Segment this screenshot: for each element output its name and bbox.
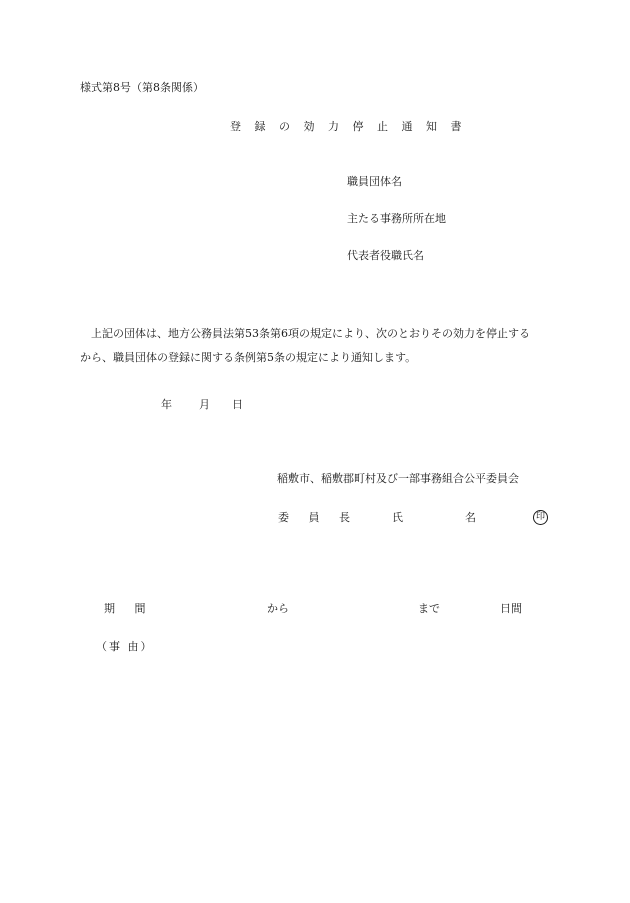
name-label-mei: 名 [465,511,476,524]
seal-mark: 印 [533,510,548,525]
body-line-1: 上記の団体は、地方公務員法第53条第6項の規定により、次のとおりその効力を停止する [91,327,530,340]
date-day-label: 日 [232,398,243,411]
period-label: 期 間 [104,602,154,615]
document-title: 登 録 の 効 力 停 止 通 知 書 [230,120,467,133]
committee-name: 稲敷市、稲敷郡町村及び一部事務組合公平委員会 [277,472,519,485]
name-label-shi: 氏 [392,511,403,524]
reason-label: （事 由） [96,640,154,653]
body-paragraph [80,322,530,370]
date-month-label: 月 [199,398,210,411]
period-to-label: まで [418,602,440,615]
period-from-label: から [267,602,289,615]
body-line-2: から、職員団体の登録に関する条例第5条の規定により通知します。 [80,351,417,364]
form-number: 様式第8号（第8条関係） [80,81,204,94]
office-address-label: 主たる事務所所在地 [347,212,446,225]
date-year-label: 年 [161,398,172,411]
period-days-label: 日間 [500,602,522,615]
representative-label: 代表者役職氏名 [347,249,424,262]
org-name-label: 職員団体名 [347,175,402,188]
chair-label: 委 員 長 [278,511,358,524]
